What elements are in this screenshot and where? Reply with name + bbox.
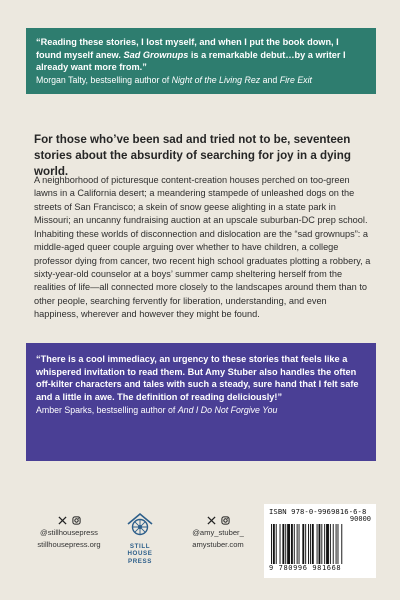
logo-line-press: PRESS — [128, 557, 152, 565]
publisher-website[interactable]: stillhousepress.org — [37, 539, 101, 549]
top-blurb-quote: “Reading these stories, I lost myself, and when I put the book down, I found myself anew. Sad Grownups is a remarkable debut…by a writer I already want more from.” — [36, 37, 346, 73]
house-wheel-icon — [125, 511, 155, 537]
still-house-press-logo — [120, 511, 160, 565]
top-blurb-attribution: Morgan Talty, bestselling author of Night of the Living Rez and Fire Exit — [36, 75, 312, 86]
bottom-blurb-quote: “There is a cool immediacy, an urgency to these stories that feels like a whispered invitation to read them. But Amy Stuber also handles the often off-kilter characters and tales with such a steady, sure hand that I felt safe and a little in awe. The definition of reading deliciously!” — [36, 354, 359, 403]
x-icon[interactable] — [58, 516, 67, 525]
author-handle[interactable]: @amy_stuber_ — [192, 528, 244, 537]
instagram-icon[interactable] — [221, 516, 230, 525]
logo-line-house: HOUSE — [127, 550, 153, 558]
x-icon[interactable] — [207, 516, 216, 525]
barcode-bars — [269, 524, 371, 564]
book-tagline: For those who’ve been sad and tried not to be, seventeen stories about the absurdity of searching for joy in a dying world. — [34, 133, 351, 178]
publisher-social — [32, 516, 106, 551]
instagram-icon[interactable] — [72, 516, 81, 525]
barcode-digits: 9 780996 981668 — [269, 564, 342, 572]
book-description: A neighborhood of picturesque content-creation houses perched on too-green lawns in a California desert; a meandering stampede of unleashed dogs on the streets of San Francisco; a skein of snow geese alighting in a state park in Missouri; an uncanny fundraising auction at an upscale suburban-DC prep school. Inhabiting these worlds of disconnection and dislocation are the “sad grownups”: a middle-aged queer couple arguing over whether to have children, a college professor dying from cancer, two recent high school graduates plotting a robbery, a sixty-year-old counselor at a boys’ summer camp sheltering herself from the realities of life—all connected more closely to the landscapes around them than to other people, searching fervently for liberation, understanding, and even happiness, wherever and however they might be found. — [34, 175, 371, 320]
bottom-blurb-attribution: Amber Sparks, bestselling author of And I Do Not Forgive You — [36, 404, 278, 415]
top-blurb-box — [26, 28, 376, 94]
bottom-blurb-box — [26, 343, 376, 461]
author-website[interactable]: amystuber.com — [192, 539, 244, 549]
author-social — [177, 516, 259, 551]
price-code: 90000 — [349, 515, 371, 523]
isbn-barcode — [264, 504, 376, 578]
publisher-handle[interactable]: @stillhousepress — [40, 528, 98, 537]
isbn-text: ISBN 978-0-9969816-6-8 — [269, 507, 367, 516]
logo-line-still: STILL — [129, 543, 151, 550]
